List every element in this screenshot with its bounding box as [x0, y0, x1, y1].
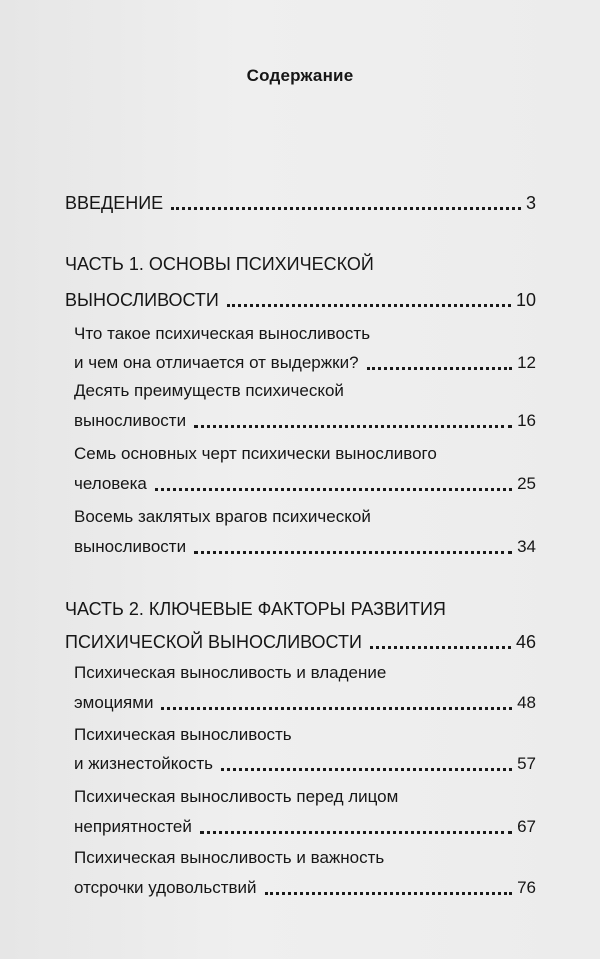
toc-page-number: 46	[515, 632, 536, 652]
toc-chapter	[74, 404, 536, 432]
toc-leader-dots	[265, 892, 513, 895]
toc-entry-title: и жизнестойкость	[74, 754, 213, 773]
toc-leader-dots	[161, 707, 512, 710]
toc-entry-title: человека	[74, 474, 147, 493]
toc-entry-title: неприятностей	[74, 817, 192, 836]
toc-chapter	[74, 747, 536, 775]
toc-entry-title: эмоциями	[74, 693, 154, 712]
toc-page-number: 25	[517, 474, 536, 493]
toc-entry-title: Восемь заклятых врагов психической	[74, 507, 371, 526]
toc-leader-dots	[227, 304, 511, 307]
toc-chapter	[74, 374, 536, 402]
toc-entry-title: и чем она отличается от выдержки?	[74, 353, 359, 372]
toc-chapter	[74, 718, 536, 746]
toc-chapter	[74, 810, 536, 838]
toc-chapter	[74, 467, 536, 495]
toc-leader-dots	[370, 646, 511, 649]
toc-leader-dots	[200, 831, 512, 834]
toc-page-number: 34	[517, 537, 536, 556]
toc-entry-title: ВЫНОСЛИВОСТИ	[65, 290, 219, 310]
toc-chapter	[74, 346, 536, 374]
toc-entry-introduction	[65, 186, 536, 214]
toc-chapter	[74, 841, 536, 869]
toc-entry-title: Десять преимуществ психической	[74, 381, 344, 400]
toc-page-number: 3	[525, 193, 536, 213]
toc-entry-title: ВВЕДЕНИЕ	[65, 193, 164, 213]
toc-page-number: 57	[517, 754, 536, 773]
toc-leader-dots	[155, 488, 512, 491]
toc-entry-title: Семь основных черт психически выносливого	[74, 444, 437, 463]
toc-entry-title: Психическая выносливость и важность	[74, 848, 385, 867]
toc-page-number: 76	[517, 878, 536, 897]
toc-part-heading	[65, 625, 536, 653]
toc-entry-title: ЧАСТЬ 1. ОСНОВЫ ПСИХИЧЕСКОЙ	[65, 254, 374, 274]
toc-page-number: 12	[517, 353, 536, 372]
toc-entry-title: выносливости	[74, 411, 187, 430]
toc-leader-dots	[367, 367, 513, 370]
toc-entry-title: Психическая выносливость	[74, 725, 292, 744]
contents-heading: Содержание	[246, 66, 354, 85]
toc-part-heading	[65, 592, 536, 620]
toc-chapter	[74, 871, 536, 899]
toc-chapter	[74, 686, 536, 714]
toc-part-heading	[65, 283, 536, 311]
toc-entry-title: выносливости	[74, 537, 187, 556]
toc-leader-dots	[194, 425, 512, 428]
toc-entry-title: отсрочки удовольствий	[74, 878, 257, 897]
toc-entry-title: ПСИХИЧЕСКОЙ ВЫНОСЛИВОСТИ	[65, 632, 362, 652]
toc-entry-title: ЧАСТЬ 2. КЛЮЧЕВЫЕ ФАКТОРЫ РАЗВИТИЯ	[65, 599, 446, 619]
toc-leader-dots	[221, 768, 512, 771]
toc-chapter	[74, 437, 536, 465]
toc-chapter	[74, 780, 536, 808]
toc-page-number: 16	[517, 411, 536, 430]
toc-entry-title: Что такое психическая выносливость	[74, 324, 371, 343]
toc-page-number: 10	[515, 290, 536, 310]
toc-leader-dots	[194, 551, 512, 554]
toc-entry-title: Психическая выносливость перед лицом	[74, 787, 399, 806]
toc-leader-dots	[171, 207, 521, 210]
toc-page-number: 48	[517, 693, 536, 712]
toc-chapter	[74, 500, 536, 528]
toc-chapter	[74, 317, 536, 345]
toc-part-heading	[65, 247, 536, 275]
toc-entry-title: Психическая выносливость и владение	[74, 663, 387, 682]
toc-chapter	[74, 530, 536, 558]
toc-page-number: 67	[517, 817, 536, 836]
toc-chapter	[74, 656, 536, 684]
